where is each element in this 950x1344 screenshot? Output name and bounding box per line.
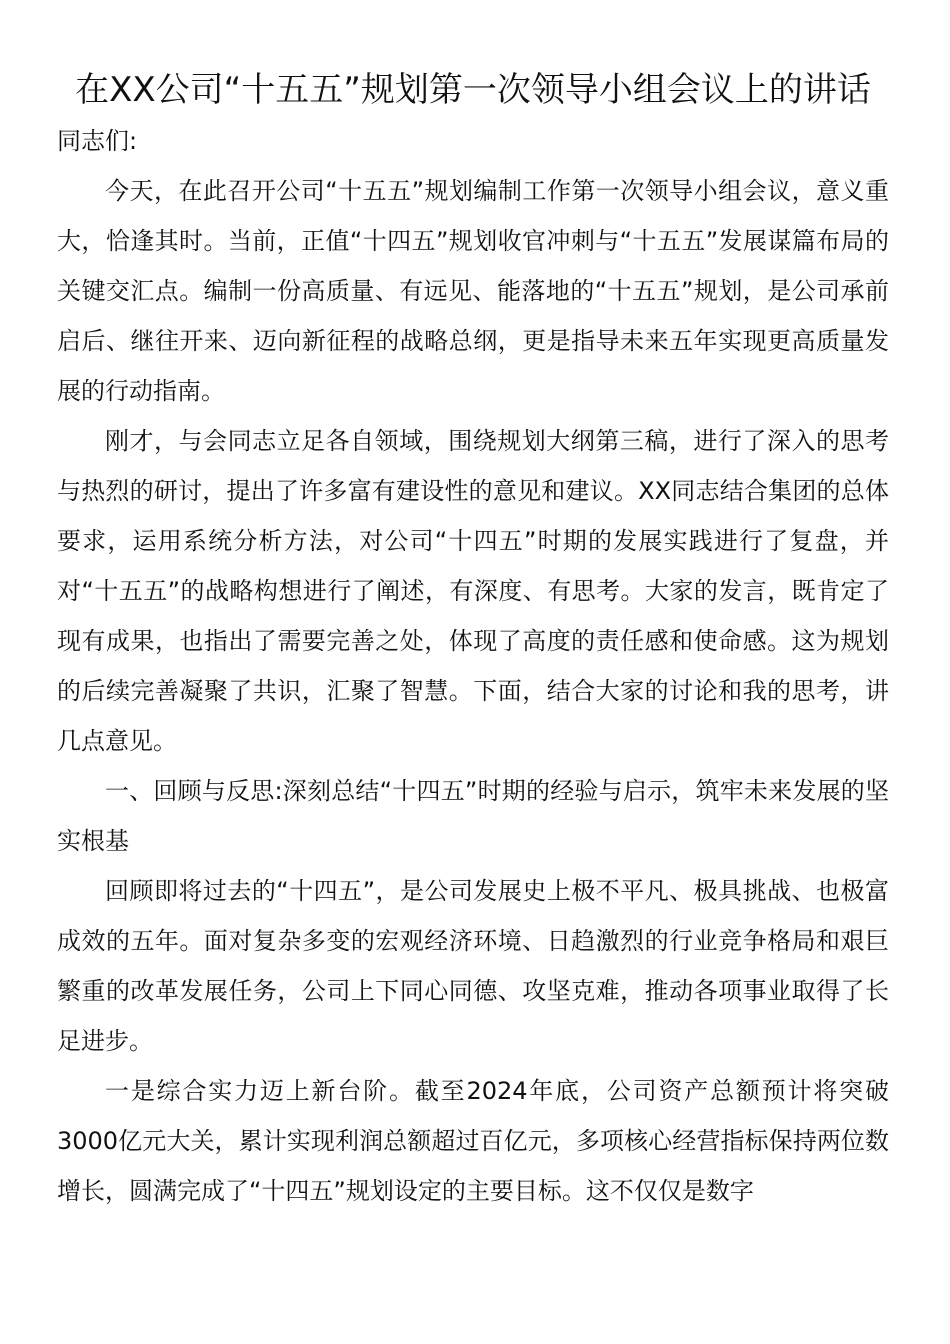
salutation: 同志们: [57,127,138,155]
paragraph-point-one: 一是综合实力迈上新台阶。截至2024年底，公司资产总额预计将突破3000亿元大关，累计实现利润总额超过百亿元，多项核心经营指标保持两位数增长，圆满完成了“十四五”规划设定的主要目标。这不仅仅是数字 [57,1077,889,1205]
paragraph-opening: 今天，在此召开公司“十五五”规划编制工作第一次领导小组会议，意义重大，恰逢其时。当前，正值“十四五”规划收官冲刺与“十五五”发展谋篇布局的关键交汇点。编制一份高质量、有远见、能落地的“十五五”规划，是公司承前启后、继往开来、迈向新征程的战略总纲，更是指导未来五年实现更高质量发展的行动指南。 [57,177,889,405]
paragraph-discussion: 刚才，与会同志立足各自领域，围绕规划大纲第三稿，进行了深入的思考与热烈的研讨，提出了许多富有建设性的意见和建议。XX同志结合集团的总体要求，运用系统分析方法，对公司“十四五”时期的发展实践进行了复盘，并对“十五五”的战略构想进行了阐述，有深度、有思考。大家的发言，既肯定了现有成果，也指出了需要完善之处，体现了高度的责任感和使命感。这为规划的后续完善凝聚了共识，汇聚了智慧。下面，结合大家的讨论和我的思考，讲几点意见。 [57,427,889,755]
document-page [57,64,889,1216]
document-title: 在XX公司“十五五”规划第一次领导小组会议上的讲话 [75,70,871,110]
section-heading-one: 一、回顾与反思:深刻总结“十四五”时期的经验与启示，筑牢未来发展的坚实根基 [57,777,889,855]
paragraph-review: 回顾即将过去的“十四五”，是公司发展史上极不平凡、极具挑战、也极富成效的五年。面对复杂多变的宏观经济环境、日趋激烈的行业竞争格局和艰巨繁重的改革发展任务，公司上下同心同德、攻坚克难，推动各项事业取得了长足进步。 [57,877,889,1055]
